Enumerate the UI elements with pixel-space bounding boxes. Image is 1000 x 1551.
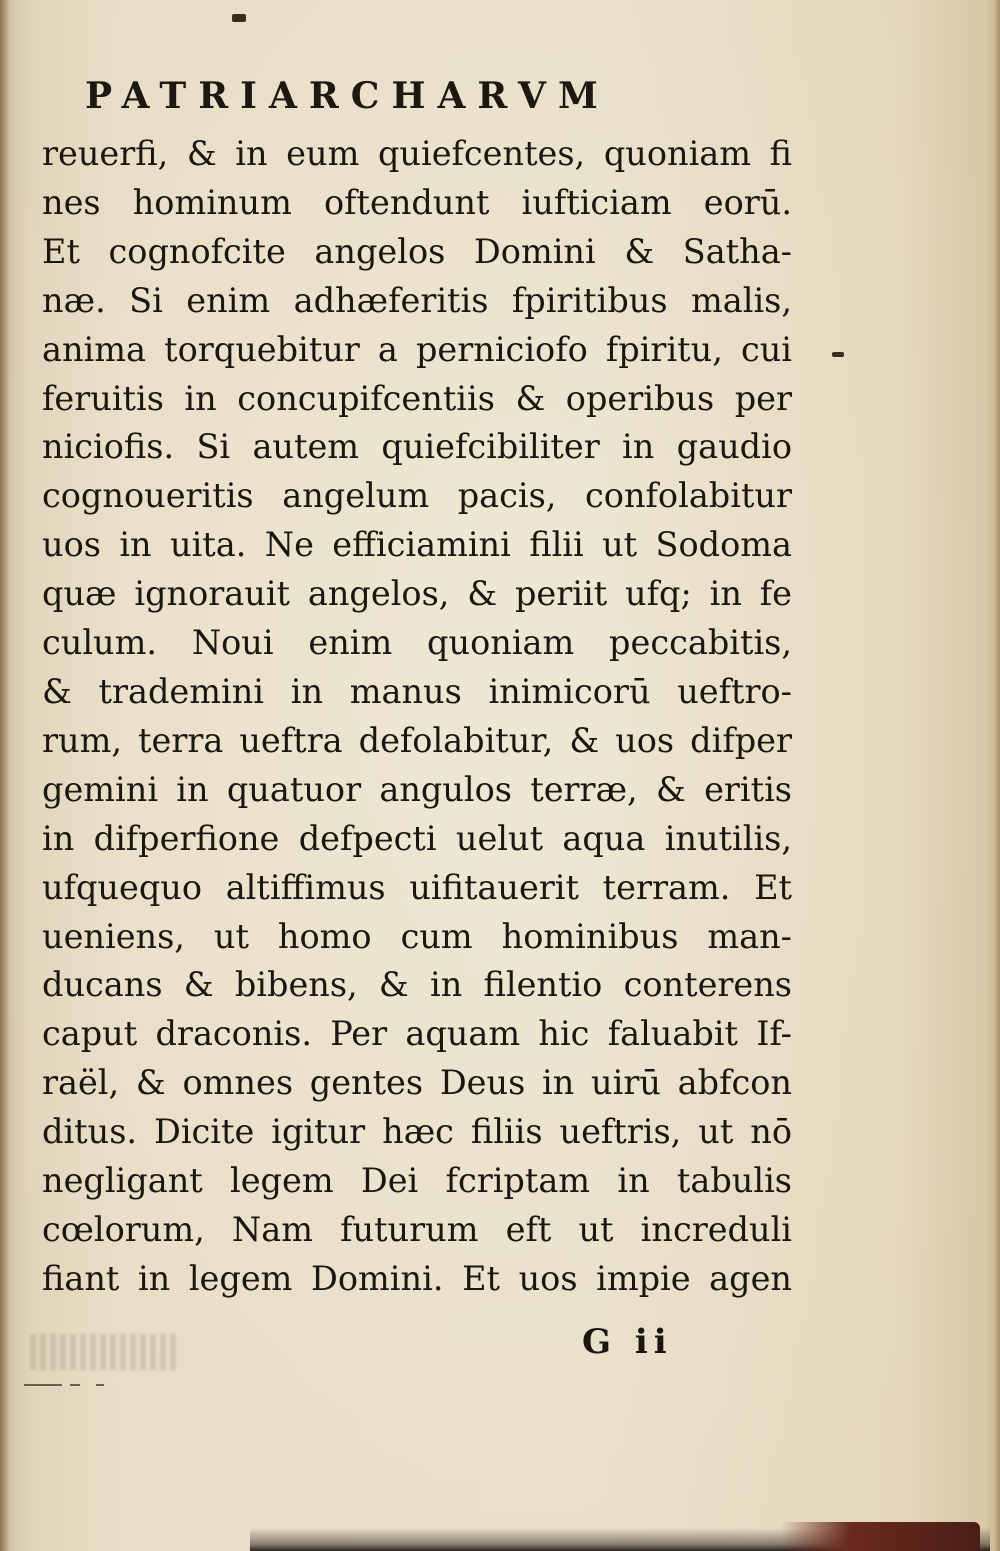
text-line: raël, & omnes gentes Deus in uirū abfcon	[42, 1063, 792, 1103]
running-header: PATRIARCHARVM	[85, 75, 610, 117]
text-line: & trademini in manus inimicorū ueftro-	[42, 671, 792, 711]
binding-stain	[780, 1522, 980, 1551]
text-line: niciofis. Si autem quiefcibiliter in gaudio	[42, 427, 792, 467]
text-line: rum, terra ueftra defolabitur, & uos difper	[42, 720, 792, 760]
text-line: feruitis in concupifcentiis & operibus per	[42, 378, 792, 418]
page-gutter-shadow	[0, 0, 10, 1551]
show-through-text	[30, 1334, 180, 1370]
text-line: ufquequo altiffimus uifitauerit terram. Et	[42, 867, 792, 907]
ink-speck	[24, 1384, 62, 1386]
text-line: nes hominum oftendunt iufticiam eorū.	[42, 182, 792, 222]
text-line: negligant legem Dei fcriptam in tabulis	[42, 1161, 792, 1201]
text-line: ditus. Dicite igitur hæc filiis ueftris, ut nō	[42, 1112, 792, 1152]
text-line: fiant in legem Domini. Et uos impie agen	[42, 1258, 792, 1298]
text-line: cognoueritis angelum pacis, confolabitur	[42, 476, 792, 516]
text-line: Et cognofcite angelos Domini & Satha-	[42, 231, 792, 271]
text-line: cœlorum, Nam futurum eft ut increduli	[42, 1209, 792, 1249]
text-line: ducans & bibens, & in filentio conterens	[42, 965, 792, 1005]
text-line: gemini in quatuor angulos terræ, & eritis	[42, 769, 792, 809]
ink-speck	[832, 352, 844, 357]
text-line: reuerfi, & in eum quiefcentes, quoniam fi	[42, 134, 792, 173]
text-line: in difperfione defpecti uelut aqua inutilis,	[42, 818, 792, 858]
ink-speck	[232, 14, 246, 22]
text-line: næ. Si enim adhæferitis fpiritibus malis,	[42, 280, 792, 320]
body-text	[42, 130, 792, 1304]
ink-speck	[96, 1384, 104, 1386]
text-line: uos in uita. Ne efficiamini filii ut Sodoma	[42, 525, 792, 565]
text-line: anima torquebitur a perniciofo fpiritu, cui	[42, 329, 792, 369]
text-line: ueniens, ut homo cum hominibus man-	[42, 916, 792, 956]
text-line: culum. Noui enim quoniam peccabitis,	[42, 623, 792, 663]
text-line: quæ ignorauit angelos, & periit ufq; in fe	[42, 574, 792, 614]
signature-mark: G ii	[582, 1322, 673, 1362]
text-line: caput draconis. Per aquam hic faluabit If-	[42, 1014, 792, 1054]
page-edge-shadow	[986, 0, 1000, 1551]
ink-speck	[70, 1384, 80, 1386]
